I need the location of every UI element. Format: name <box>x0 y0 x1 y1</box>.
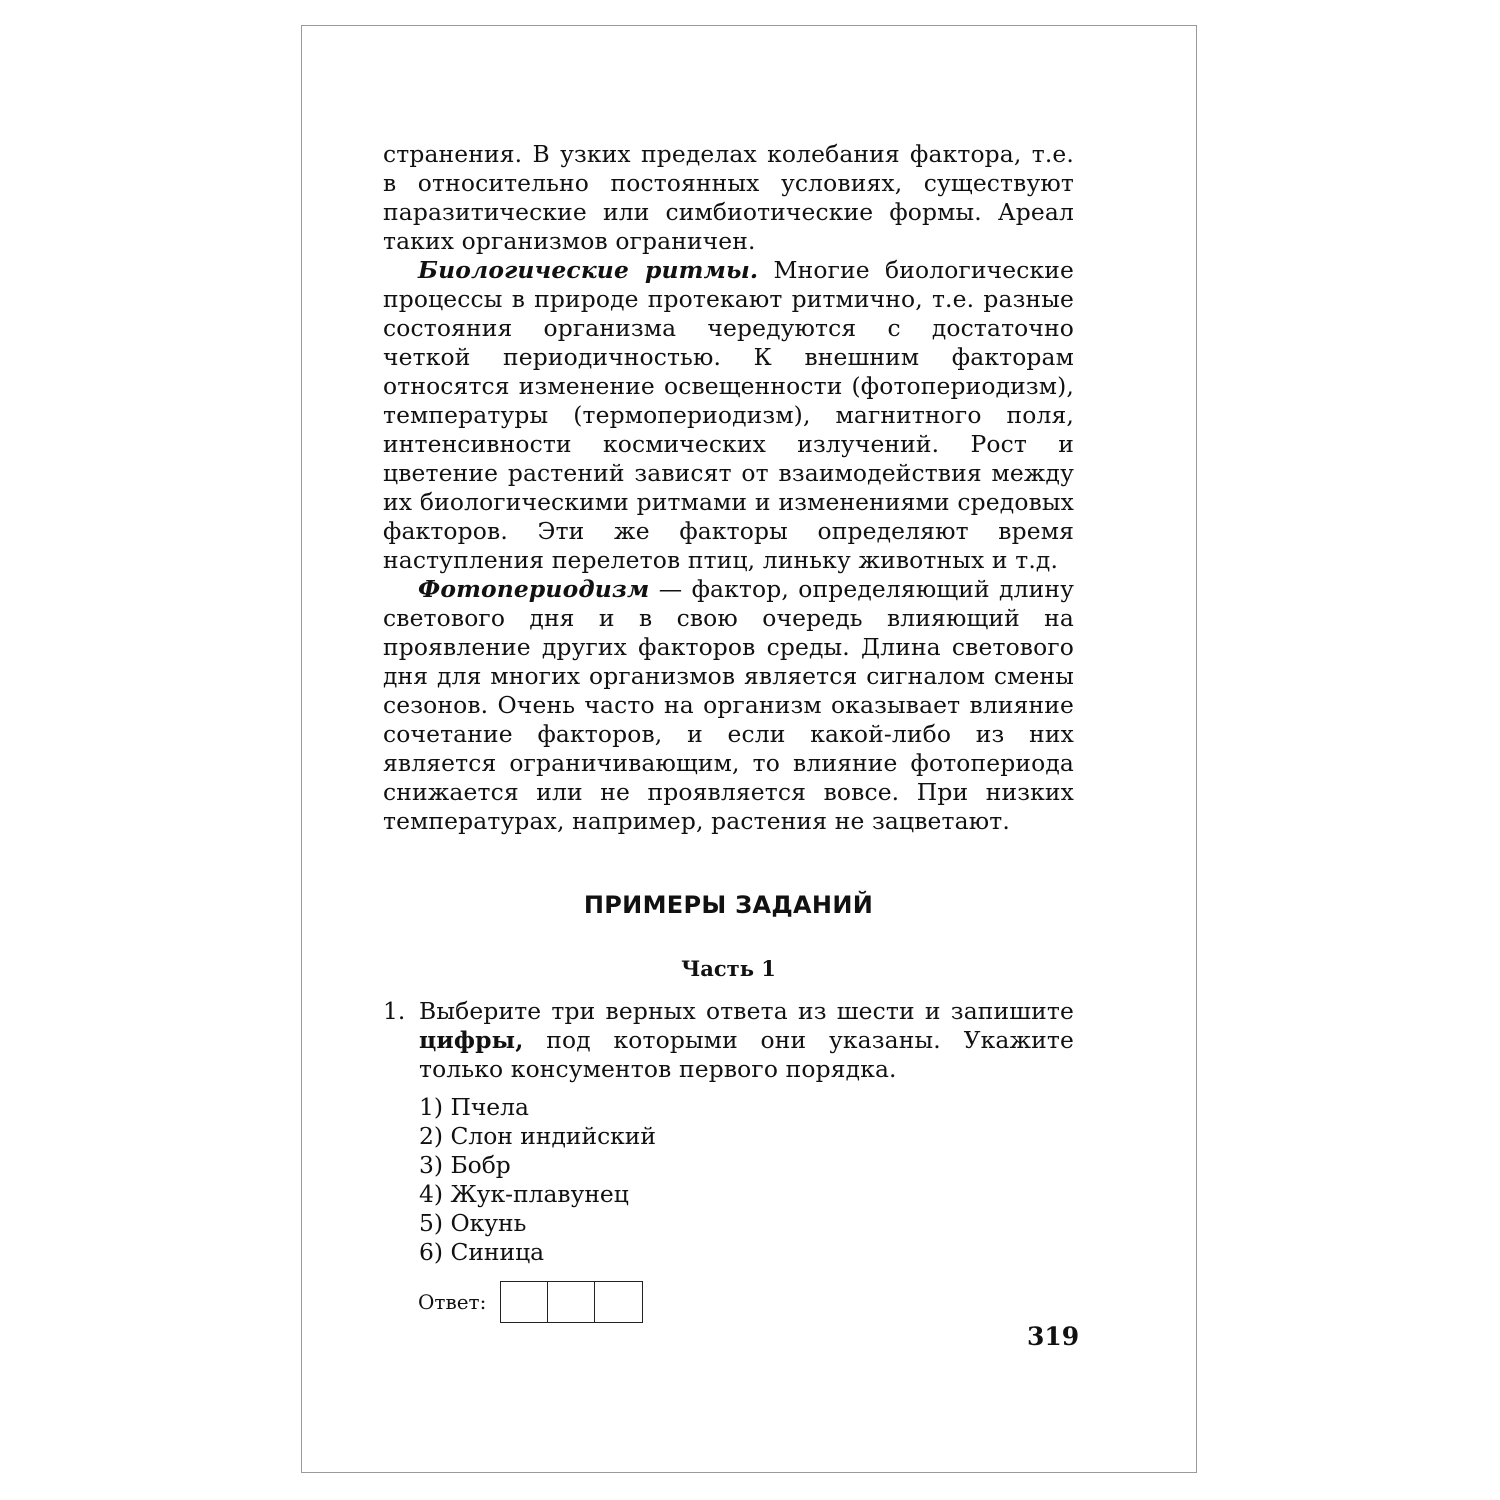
page-number: 319 <box>1027 1322 1080 1351</box>
answer-label: Ответ: <box>418 1290 487 1314</box>
task-text-bold: цифры, <box>419 1026 524 1054</box>
answer-options <box>419 1093 1074 1267</box>
option-5: 5) Окунь <box>419 1209 527 1237</box>
paragraph-1 <box>383 140 1074 256</box>
paragraph-2 <box>383 256 1074 575</box>
task-text <box>419 997 1074 1084</box>
option-1: 1) Пчела <box>419 1093 529 1121</box>
page-content <box>383 140 1074 1323</box>
answer-box-1[interactable] <box>501 1282 548 1322</box>
section-title: ПРИМЕРЫ ЗАДАНИЙ <box>583 891 874 919</box>
term-biological-rhythms: Биологические ритмы. <box>418 256 759 284</box>
option-3: 3) Бобр <box>419 1151 511 1179</box>
paragraph-1-text: странения. В узких пределах колебания фактора, т.е. в относительно постоянных условиях, существуют паразитические или симбиотические формы. Ареал таких организмов ограничен. <box>383 140 1074 255</box>
answer-row <box>418 1281 1074 1323</box>
term-photoperiodism: Фотопериодизм <box>418 575 650 603</box>
option-4: 4) Жук-плавунец <box>419 1180 629 1208</box>
paragraph-3-text: — фактор, определяющий длину светового дня и в свою очередь влияющий на проявление других факторов среды. Длина светового дня для многих организмов является сигналом смены сезонов. Очень часто на организм оказывает влияние сочетание факторов, и если какой-либо из них является ограничивающим, то влияние фотопериода снижается или не проявляется вовсе. При низких температурах, например, растения не зацветают. <box>383 575 1074 835</box>
task-number: 1. <box>383 997 406 1025</box>
answer-box-3[interactable] <box>595 1282 642 1322</box>
answer-boxes <box>500 1281 643 1323</box>
task-text-after: под которыми они указаны. Укажите только консументов первого порядка. <box>419 1026 1074 1083</box>
part-title: Часть 1 <box>681 956 776 981</box>
answer-box-2[interactable] <box>548 1282 595 1322</box>
option-6: 6) Синица <box>419 1238 545 1266</box>
task-1 <box>383 997 1074 1323</box>
option-2: 2) Слон индийский <box>419 1122 656 1150</box>
paragraph-2-text: Многие биологические процессы в природе протекают ритмично, т.е. разные состояния организма чередуются с достаточно четкой периодичностью. К внешним факторам относятся изменение освещенности (фотопериодизм), температуры (термопериодизм), магнитного поля, интенсивности космических излучений. Рост и цветение растений зависят от взаимодействия между их биологическими ритмами и изменениями средовых факторов. Эти же факторы определяют время наступления перелетов птиц, линьку животных и т.д. <box>383 256 1074 574</box>
paragraph-3 <box>383 575 1074 836</box>
task-text-before: Выберите три верных ответа из шести и запишите <box>419 997 1074 1025</box>
